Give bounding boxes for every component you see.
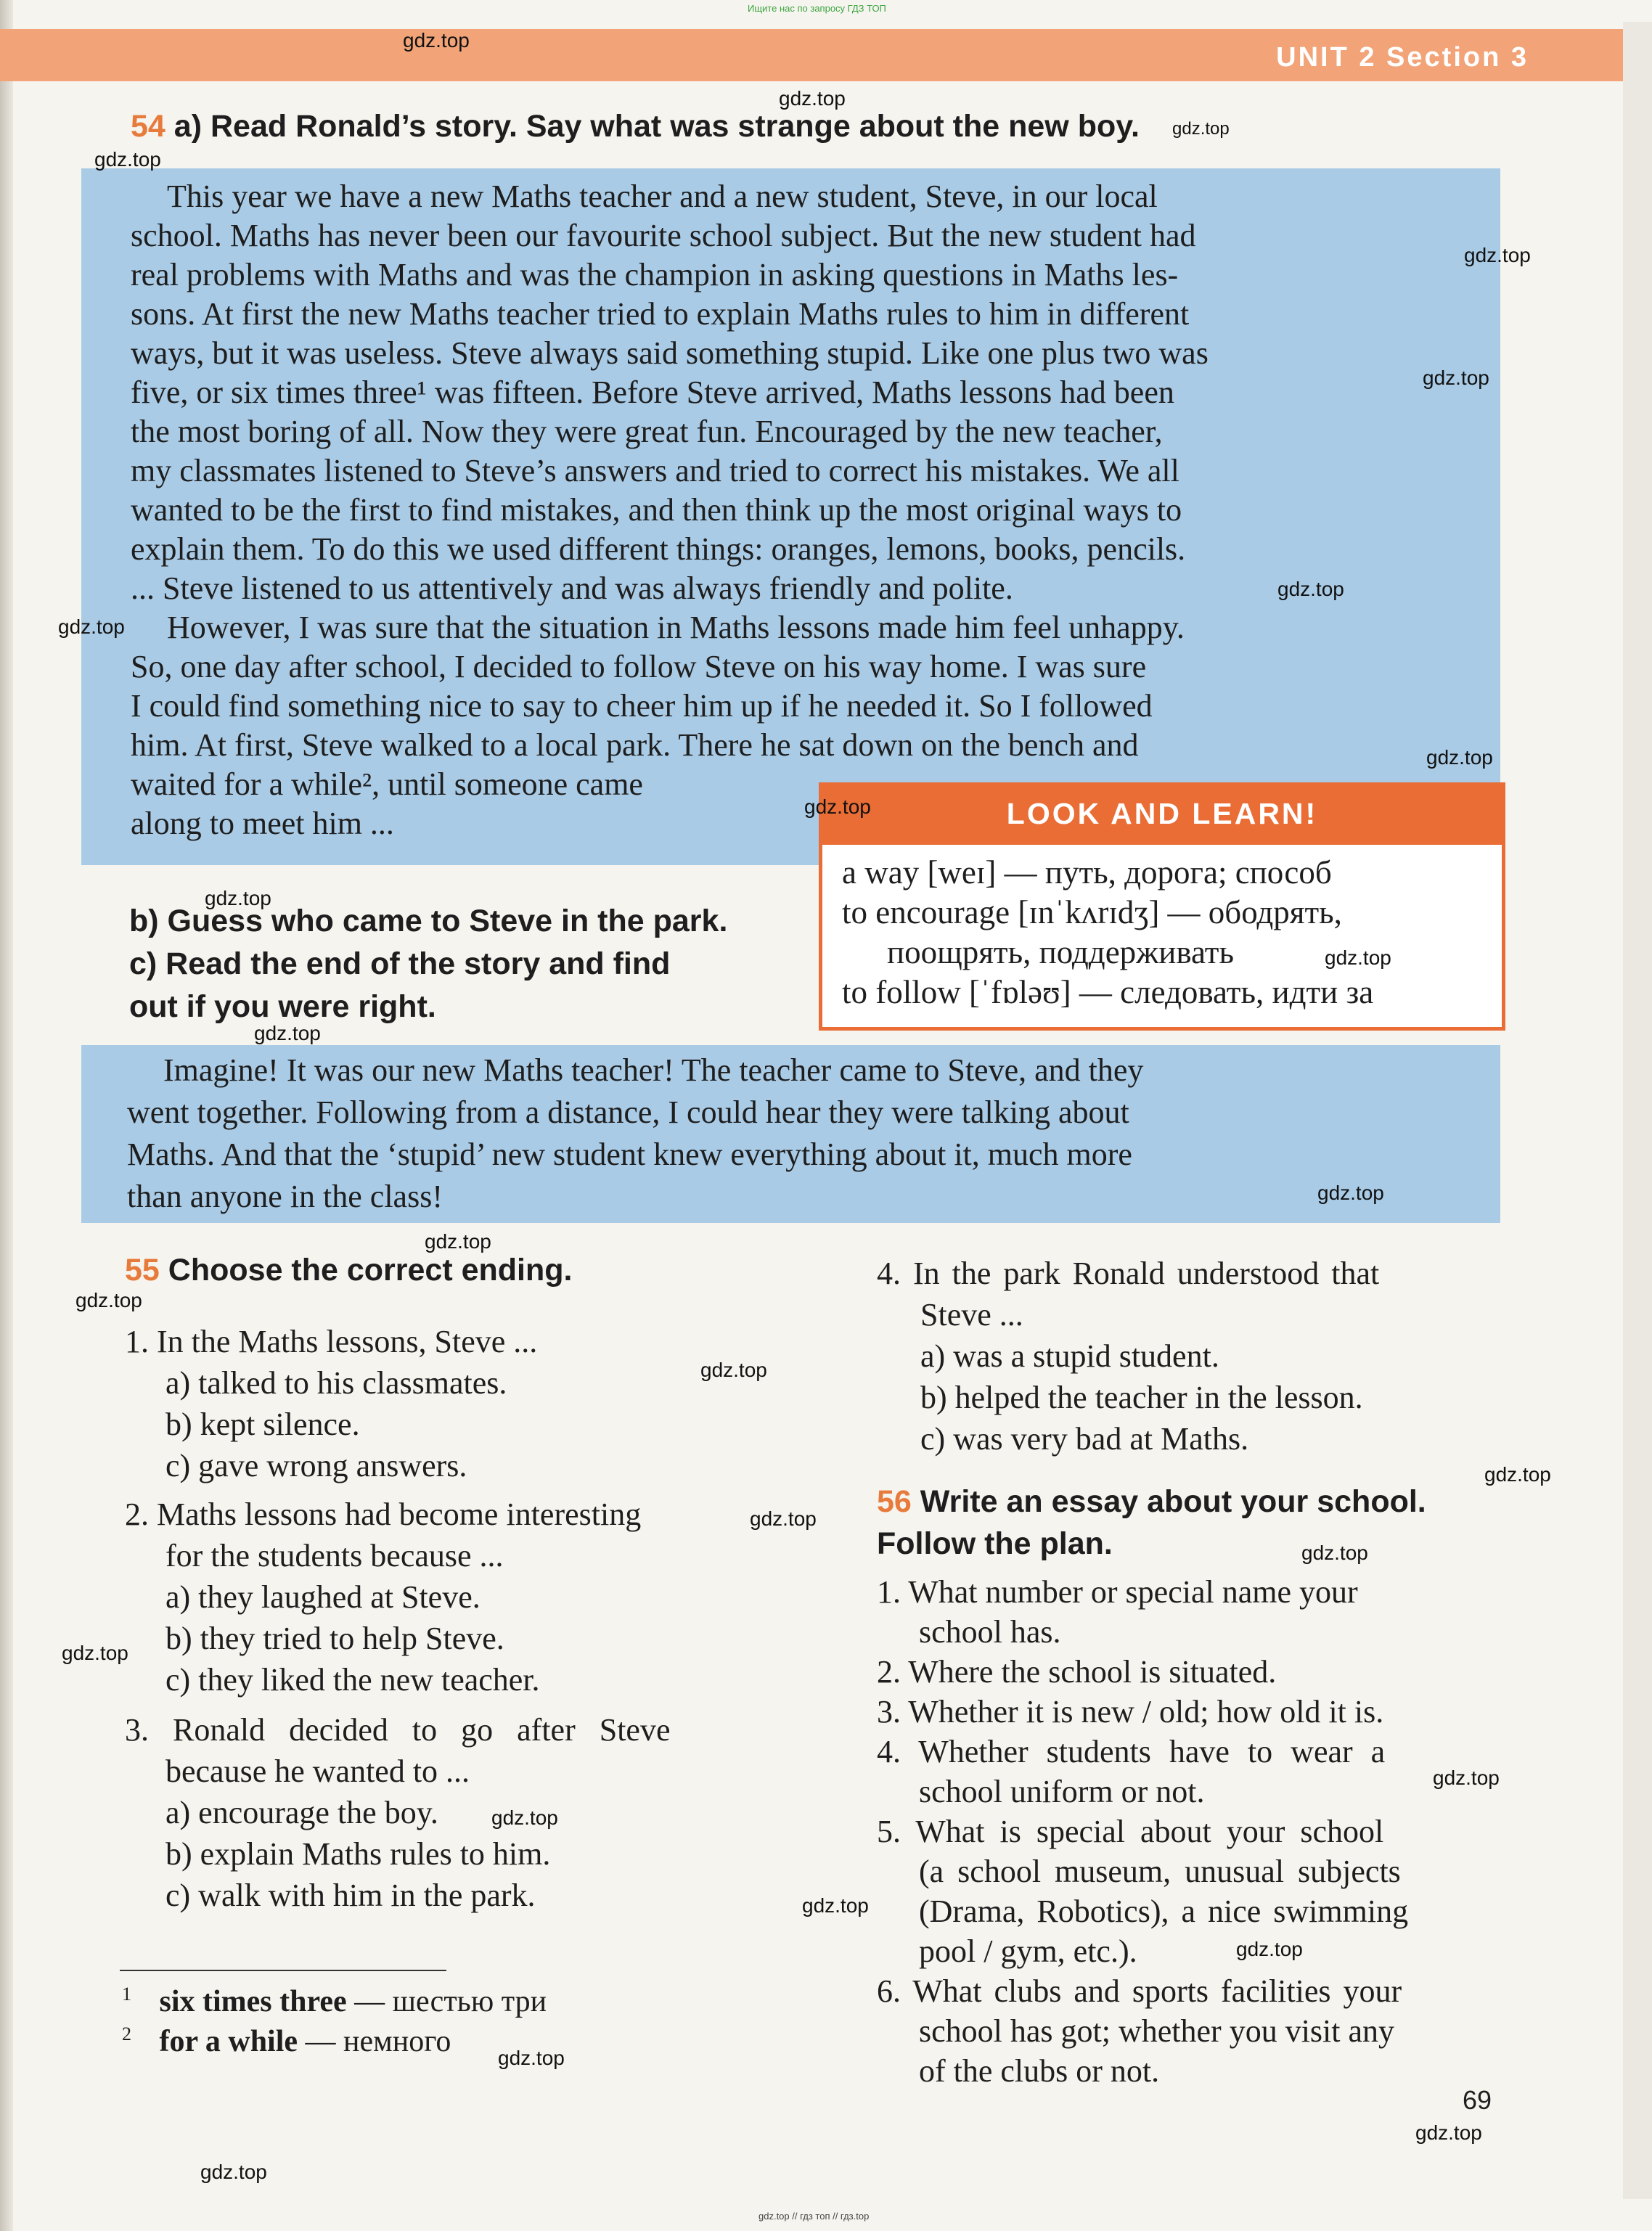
story-line: ways, but it was useless. Steve always said something stupid. Like one plus two was [131,335,1209,371]
plan-item-cont: (a school museum, unusual subjects [919,1854,1401,1889]
vocab-encourage-cont: поощрять, поддерживать [887,934,1234,970]
story-line: school. Maths has never been our favourite school subject. But the new student had [131,218,1196,253]
exercise-54-heading [131,109,1140,144]
plan-item: 4. Whether students have to wear a [877,1734,1386,1769]
plan-item-cont: (Drama, Robotics), a nice swimming [919,1894,1409,1929]
footnote-2-translation: — немного [298,2025,451,2058]
watermark: gdz.top [804,795,871,818]
option-2b: b) they tried to help Steve. [165,1621,504,1656]
vocab-follow: to follow [ˈfɒləʊ] — следовать, идти за [842,974,1374,1010]
page-edge [1623,22,1652,2199]
footnote-1-translation: — шестью три [346,1985,547,2018]
story-line: explain them. To do this we used different things: oranges, lemons, books, pencils. [131,531,1186,567]
look-and-learn-heading: LOOK AND LEARN! [819,782,1505,845]
option-4c: c) was very bad at Maths. [920,1421,1249,1457]
plan-item: 5. What is special about your school [877,1814,1384,1849]
watermark: gdz.top [205,887,271,909]
watermark: gdz.top [62,1642,128,1664]
footnote-1 [122,1984,547,2019]
footnote-2-marker: 2 [122,2023,131,2044]
watermark: gdz.top [1464,244,1531,266]
exercise-55-questions-right [877,1253,1501,1460]
question-4: 4. In the park Ronald understood that [877,1256,1380,1291]
watermark: gdz.top [94,148,161,171]
look-and-learn-vocabulary [842,853,1488,1012]
watermark: gdz.top [700,1359,767,1381]
footnote-2 [122,2023,451,2059]
task-c-line1: c) Read the end of the story and find [129,946,671,981]
watermark: gdz.top [425,1230,491,1253]
story-line: So, one day after school, I decided to follow Steve on his way home. I was sure [131,649,1147,684]
watermark: gdz.top [1277,578,1344,600]
story-line: five, or six times three¹ was fifteen. Before Steve arrived, Maths lessons had been [131,374,1174,410]
watermark: gdz.top [403,29,470,52]
vocab-encourage: to encourage [ɪnˈkʌrɪdʒ] — ободрять, [842,894,1342,930]
top-note: Ищите нас по запросу ГДЗ ТОП [748,3,886,14]
vocab-way: a way [weɪ] — путь, дорога; способ [842,854,1332,891]
watermark: gdz.top [58,615,125,638]
plan-item-cont: pool / gym, etc.). [919,1933,1137,1969]
exercise-56-title: Write an essay about your school. [920,1484,1426,1519]
watermark: gdz.top [1433,1767,1500,1789]
ending-line: went together. Following from a distance, I could hear they were talking about [127,1094,1129,1130]
footnote-1-term: six times three [159,1985,347,2018]
exercise-56-number: 56 [877,1484,912,1519]
plan-item-cont: of the clubs or not. [919,2053,1160,2089]
exercise-54-title: a) Read Ronald’s story. Say what was strange about the new boy. [173,109,1140,144]
footnote-divider [120,1970,446,1971]
exercise-56-subtitle: Follow the plan. [877,1526,1113,1561]
book-spine [0,0,13,2231]
watermark: gdz.top [491,1806,558,1829]
option-1a: a) talked to his classmates. [165,1365,507,1401]
ending-line: Imagine! It was our new Maths teacher! The teacher came to Steve, and they [163,1052,1144,1088]
plan-item: 2. Where the school is situated. [877,1654,1277,1690]
option-1b: b) kept silence. [165,1407,360,1442]
option-1c: c) gave wrong answers. [165,1448,467,1483]
watermark: gdz.top [254,1022,321,1044]
exercise-54-number: 54 [131,109,165,144]
question-4-cont: Steve ... [920,1297,1023,1333]
story-line: real problems with Maths and was the champion in asking questions in Maths les- [131,257,1179,292]
watermark: gdz.top [1301,1542,1368,1564]
plan-item-cont: school has got; whether you visit any [919,2013,1395,2049]
ending-text [127,1049,1354,1218]
ending-line: than anyone in the class! [127,1179,443,1214]
question-2-cont: for the students because ... [165,1538,504,1573]
story-line: along to meet him ... [131,806,394,841]
task-c-line2: out if you were right. [129,989,436,1024]
watermark: gdz.top [1317,1182,1384,1204]
option-4b: b) helped the teacher in the lesson. [920,1380,1363,1415]
watermark: gdz.top [498,2047,565,2069]
watermark: gdz.top [1415,2121,1482,2144]
story-line: I could find something nice to say to cheer him up if he needed it. So I followed [131,688,1153,724]
story-text [131,177,1354,843]
watermark: gdz.top [1325,946,1391,969]
watermark: gdz.top [1426,746,1493,769]
watermark: gdz.top [1423,367,1489,389]
exercise-54-tasks [129,900,727,1028]
option-2c: c) they liked the new teacher. [165,1662,540,1698]
essay-plan [877,1572,1497,2091]
exercise-55-questions-left [125,1321,851,1916]
watermark: gdz.top [1484,1463,1551,1486]
footnote-2-term: for a while [159,2025,298,2058]
plan-item: 1. What number or special name your [877,1574,1358,1610]
story-line: my classmates listened to Steve’s answers and tried to correct his mistakes. We all [131,453,1179,488]
question-3: 3. Ronald decided to go after Steve [125,1712,671,1748]
question-2: 2. Maths lessons had become interesting [125,1497,642,1532]
story-line: wanted to be the first to find mistakes, and then think up the most original ways to [131,492,1182,528]
plan-item: 3. Whether it is new / old; how old it is. [877,1694,1384,1729]
story-line: waited for a while², until someone came [131,766,643,802]
story-line: him. At first, Steve walked to a local park. There he sat down on the bench and [131,727,1139,763]
story-line: the most boring of all. Now they were great fun. Encouraged by the new teacher, [131,414,1163,449]
exercise-55-number: 55 [125,1253,160,1288]
story-line: sons. At first the new Maths teacher tried to explain Maths rules to him in different [131,296,1190,332]
story-line: ... Steve listened to us attentively and was always friendly and polite. [131,570,1013,606]
question-1: 1. In the Maths lessons, Steve ... [125,1324,538,1359]
plan-item-cont: school has. [919,1614,1061,1650]
watermark: gdz.top [750,1507,817,1530]
plan-item-cont: school uniform or not. [919,1774,1205,1809]
watermark: gdz.top [802,1894,869,1917]
watermark: gdz.top [1172,119,1230,139]
option-3a: a) encourage the boy. [165,1795,438,1830]
watermark: gdz.top [200,2161,267,2183]
story-line: However, I was sure that the situation in Maths lessons made him feel unhappy. [167,610,1185,645]
option-3c: c) walk with him in the park. [165,1878,536,1913]
exercise-55-heading [125,1253,573,1288]
watermark: gdz.top [779,87,846,110]
footnote-1-marker: 1 [122,1984,131,2005]
task-b: b) Guess who came to Steve in the park. [129,904,728,938]
option-4a: a) was a stupid student. [920,1338,1219,1374]
story-line: This year we have a new Maths teacher and a new student, Steve, in our local [167,179,1158,214]
unit-header-label: UNIT 2 Section 3 [1276,42,1529,73]
watermark: gdz.top [75,1289,142,1311]
question-3-cont: because he wanted to ... [165,1753,470,1789]
ending-line: Maths. And that the ‘stupid’ new student knew everything about it, much more [127,1137,1132,1172]
exercise-55-title: Choose the correct ending. [168,1253,573,1288]
bottom-note: gdz.top // гдз топ // гдз.top [758,2211,870,2222]
option-3b: b) explain Maths rules to him. [165,1836,551,1872]
option-2a: a) they laughed at Steve. [165,1579,481,1615]
plan-item: 6. What clubs and sports facilities your [877,1973,1402,2009]
page-number: 69 [1463,2085,1492,2115]
watermark: gdz.top [1236,1938,1303,1960]
